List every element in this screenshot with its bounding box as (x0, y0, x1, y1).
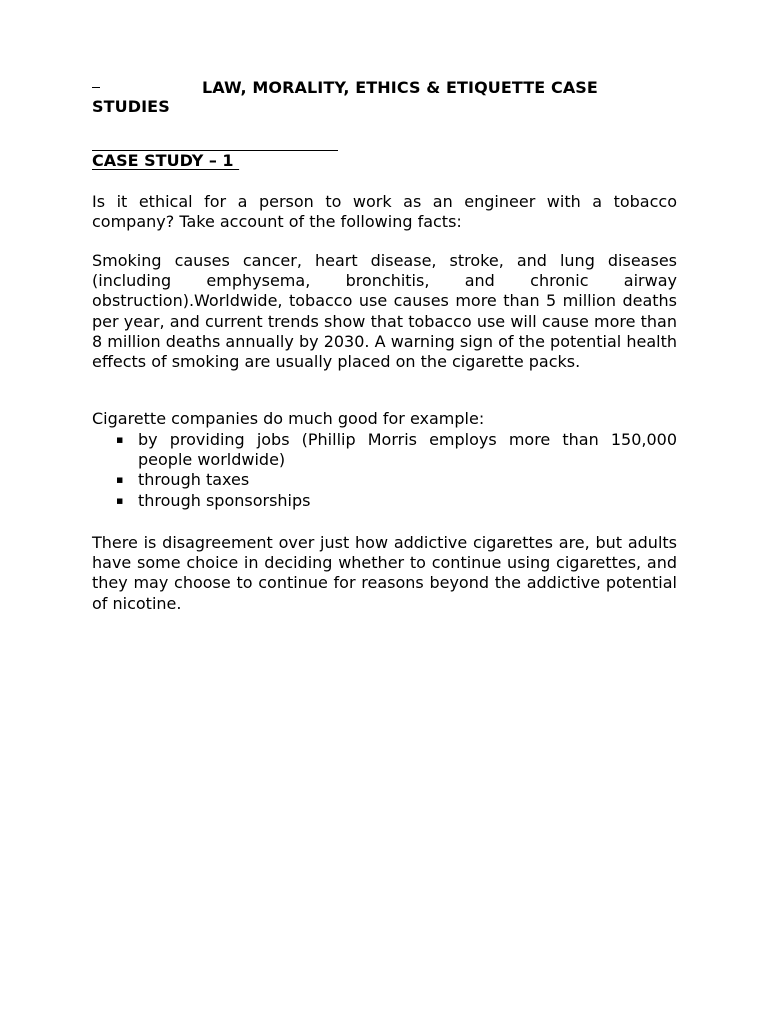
intro-paragraph: Is it ethical for a person to work as an engineer with a tobacco company? Take account of the following facts: (92, 192, 677, 232)
bullet-icon: ▪ (116, 433, 124, 446)
list-item-text: through sponsorships (138, 490, 311, 510)
bullet-icon: ▪ (116, 473, 124, 487)
list-item-text: through taxes (138, 470, 250, 490)
smoking-facts-paragraph: Smoking causes cancer, heart disease, stroke, and lung diseases (including emphysema, bronchitis, and chronic airway obstruction).Worldwide, tobacco use causes more than 5 million deaths per year, and current trends show that tobacco use will cause more than 8 million deaths annually by 2030. A warning sign of the potential health effects of smoking are usually placed on the cigarette packs. (92, 251, 677, 372)
title-underline-mark (92, 87, 100, 88)
case-study-heading: CASE STUDY – 1 (92, 151, 240, 170)
list-item (92, 430, 677, 470)
title-line-2: STUDIES (92, 97, 170, 116)
addiction-paragraph: There is disagreement over just how addictive cigarettes are, but adults have some choice in deciding whether to continue using cigarettes, and they may choose to continue for reasons beyond the addictive potential of nicotine. (92, 533, 677, 613)
title-line-1: LAW, MORALITY, ETHICS & ETIQUETTE CASE (202, 78, 598, 97)
document-title (92, 78, 677, 116)
companies-paragraph: Cigarette companies do much good for example: (92, 409, 485, 428)
list-item (92, 470, 677, 490)
benefits-list (92, 430, 677, 511)
list-item (92, 491, 677, 511)
list-item-text: by providing jobs (Phillip Morris employs more than 150,000 people worldwide) (138, 430, 677, 470)
bullet-icon: ▪ (116, 493, 124, 507)
